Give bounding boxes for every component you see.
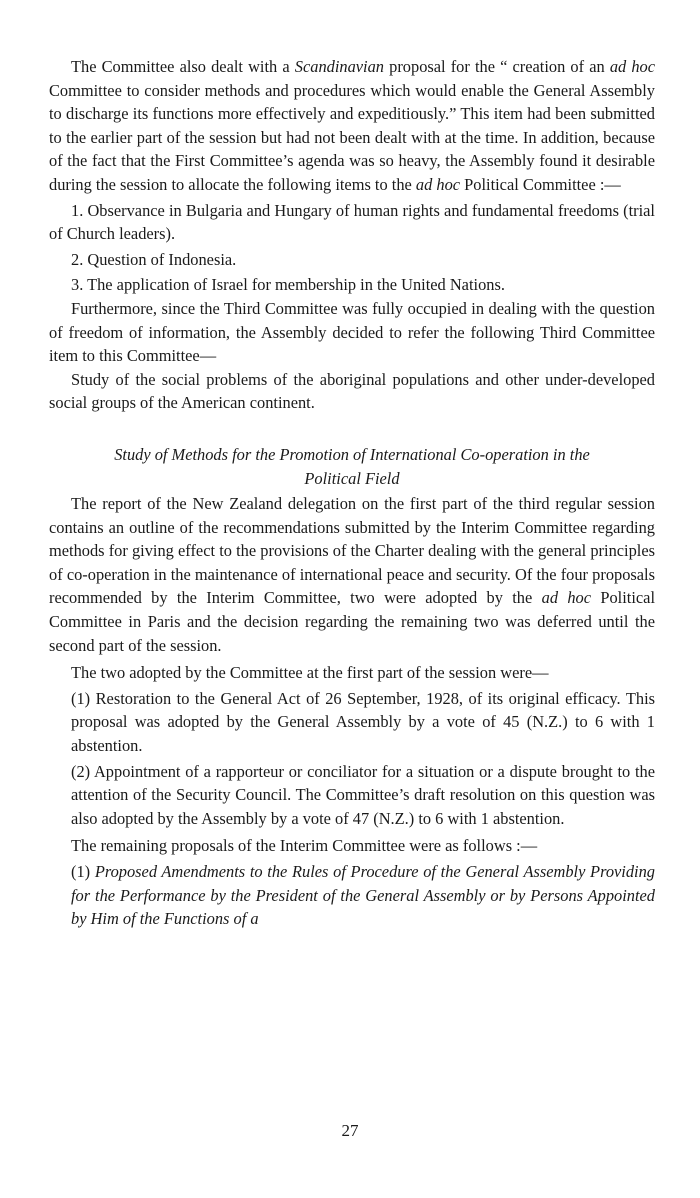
paragraph-proposed-amendments	[49, 860, 655, 931]
paragraph-nz-report	[49, 492, 655, 657]
list-item-3: 3. The application of Israel for membership in the United Nations.	[71, 275, 505, 295]
document-page	[49, 55, 655, 931]
text-run: The Committee also dealt with a	[71, 57, 295, 76]
italic-run: Scandinavian	[294, 57, 385, 76]
text-run: The report of the New Zealand delegation on the first part of the third regular session contains an outline of the recommendations submitted by the Interim Committee regarding methods for giving effect to the provisions of the Charter dealing with the general principles of co-operation in the maintenance of international peace and security. Of the four proposals recommended by the Interim Committee, two were adopted by the	[49, 494, 655, 608]
section-gap	[49, 415, 655, 443]
paragraph-remaining-proposals: The remaining proposals of the Interim Committee were as follows :—	[71, 836, 538, 856]
text-run: Political Committee in Paris and the decision regarding the remaining two was deferred until the second part of the session.	[49, 588, 656, 655]
text-run: (1)	[71, 862, 95, 881]
italic-run: Proposed Amendments to the Rules of Procedure of the General Assembly Providing for the Performance by the President of the General Assembly or by Persons Appointed by Him of the Functions of a	[71, 862, 656, 929]
text-run: proposal for the “ creation of an	[384, 57, 610, 76]
paragraph-third-committee: Furthermore, since the Third Committee was fully occupied in dealing with the question of freedom of information, the Assembly decided to refer the following Third Committee item to this Committee—	[49, 298, 655, 366]
paragraph-general-act: (1) Restoration to the General Act of 26 September, 1928, of its original efficacy. This proposal was adopted by the General Assembly by a vote of 45 (N.Z.) to 6 with 1 abstention.	[71, 688, 655, 756]
paragraph-aboriginal-study: Study of the social problems of the aboriginal populations and other under-developed social groups of the American continent.	[49, 369, 655, 413]
heading-line-1: Study of Methods for the Promotion of International Co-operation in the	[114, 444, 590, 464]
paragraph-scandinavian-proposal	[49, 55, 655, 197]
list-item-2: 2. Question of Indonesia.	[71, 249, 237, 269]
heading-line-2: Political Field	[304, 468, 400, 488]
text-run: Political Committee :—	[460, 174, 621, 194]
page-number: 27	[341, 1121, 359, 1140]
italic-run: ad hoc	[609, 57, 656, 76]
text-run: Committee to consider methods and procedures which would enable the General Assembly to discharge its functions more effectively and expeditiously.” This item had been submitted to the earlier part of the session but had not been dealt with at the time. In addition, because of the fact that the First Committee’s agenda was so heavy, the Assembly found it desirable during the session to allocate the following items to the	[49, 80, 655, 194]
italic-run: ad hoc	[415, 174, 461, 194]
paragraph-two-adopted: The two adopted by the Committee at the first part of the session were—	[71, 663, 549, 683]
section-heading	[49, 443, 655, 490]
paragraph-rapporteur: (2) Appointment of a rapporteur or conciliator for a situation or a dispute brought to the attention of the Security Council. The Committee’s draft resolution on this question was also adopted by the Assembly by a vote of 47 (N.Z.) to 6 with 1 abstention.	[71, 761, 655, 828]
italic-run: ad hoc	[541, 588, 592, 608]
list-item-1: 1. Observance in Bulgaria and Hungary of human rights and fundamental freedoms (trial of Church leaders).	[49, 200, 655, 244]
